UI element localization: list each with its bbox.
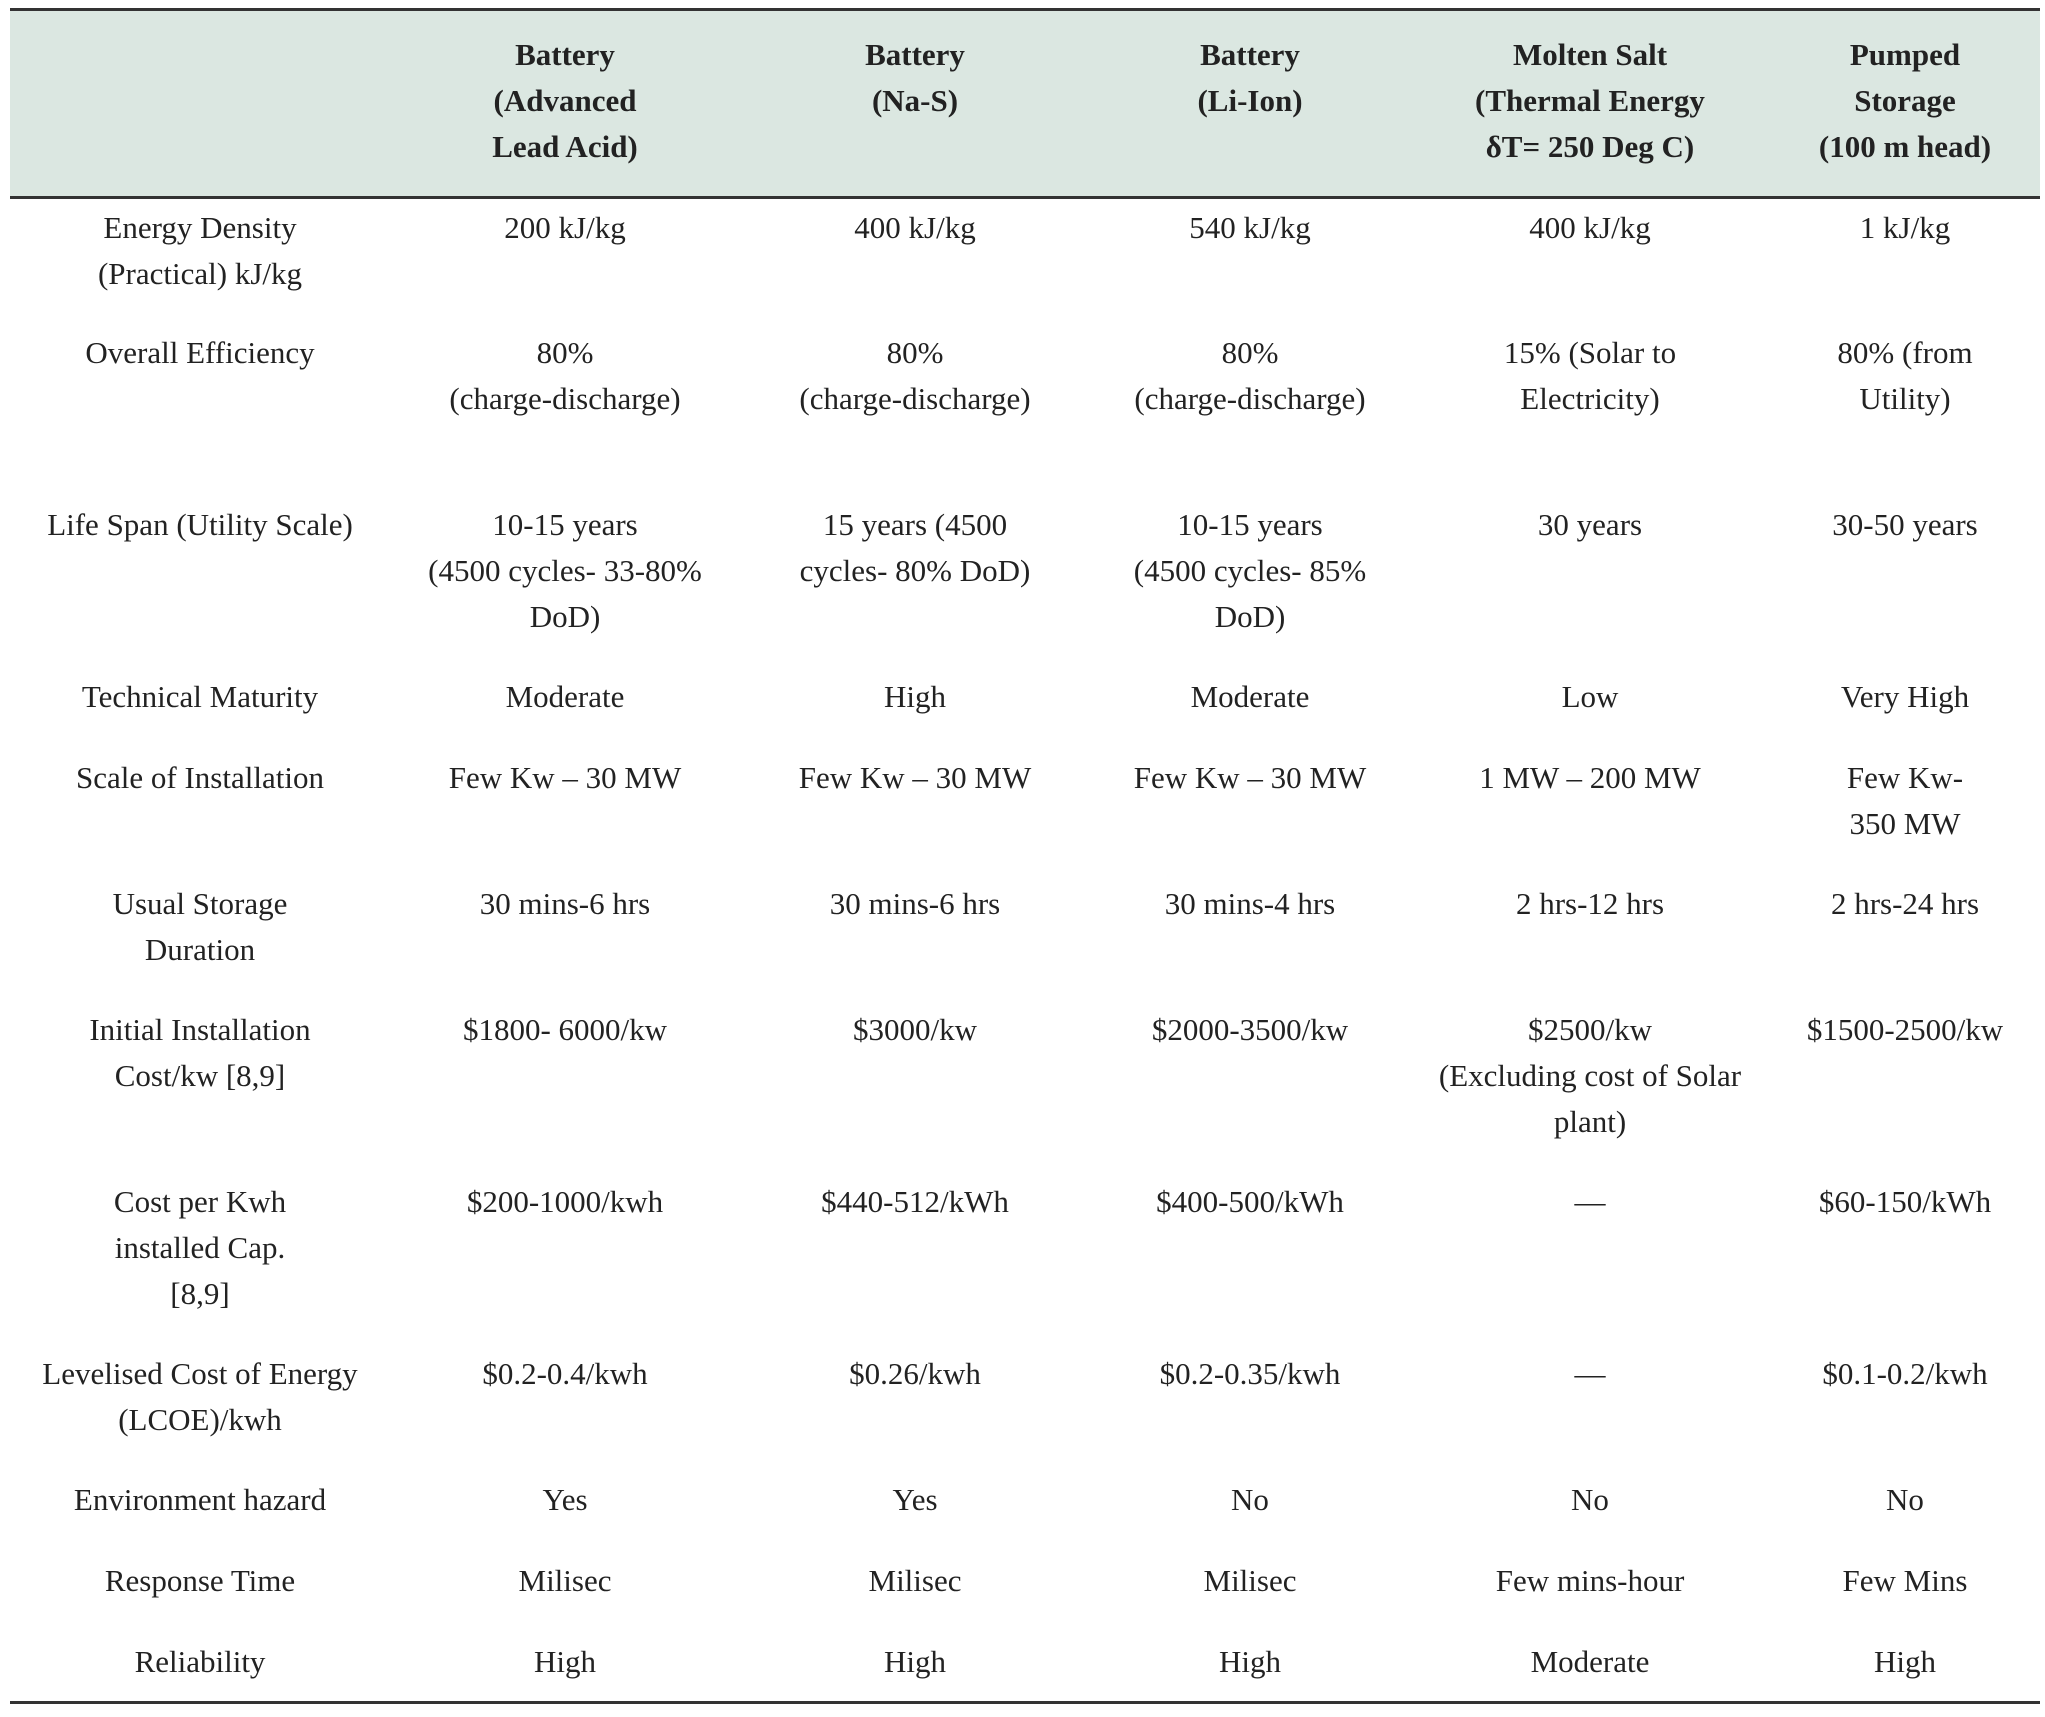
table-cell: Yes <box>542 1481 588 1517</box>
table-cell: Moderate <box>1190 678 1310 714</box>
row-label-cell: Environment hazard <box>73 1481 327 1517</box>
table-cell: Moderate <box>1410 1633 1770 1703</box>
row-label-cell: Life Span (Utility Scale) <box>47 506 353 542</box>
row-label-cell: Usual Storage Duration <box>112 885 288 967</box>
table-cell: Milisec <box>868 1562 962 1598</box>
table-row <box>10 324 2040 496</box>
table-cell: Few mins-hour <box>1495 1562 1685 1598</box>
header-cell-li-ion: Battery (Li-Ion) <box>1090 10 1410 198</box>
table-cell: 2 hrs-12 hrs <box>1515 885 1665 921</box>
table-cell: Few Kw – 30 MW <box>1133 759 1367 795</box>
table-cell: Yes <box>892 1481 938 1517</box>
table-header <box>10 10 2040 198</box>
table-cell: 30-50 years <box>1832 506 1978 542</box>
table-cell: 1 MW – 200 MW <box>1479 759 1701 795</box>
table-cell: $200-1000/kwh <box>466 1183 664 1219</box>
header-cell-na-s: Battery (Na-S) <box>740 10 1090 198</box>
table-cell: High <box>1770 1633 2040 1703</box>
comparison-table-container <box>10 8 2040 1704</box>
header-cell-molten-salt: Molten Salt (Thermal Energy δT= 250 Deg C) <box>1410 10 1770 198</box>
table-cell: 30 mins-4 hrs <box>1164 885 1336 921</box>
table-row <box>10 875 2040 1001</box>
table-row <box>10 496 2040 668</box>
table-cell: 30 mins-6 hrs <box>829 885 1001 921</box>
table-cell: — <box>1574 1183 1606 1219</box>
row-label-cell: Energy Density (Practical) kJ/kg <box>97 210 302 291</box>
row-label-cell: Scale of Installation <box>76 759 324 795</box>
table-cell: 80% (charge-discharge) <box>449 334 681 416</box>
header-cell-pumped-storage: Pumped Storage (100 m head) <box>1770 10 2040 198</box>
header-row <box>10 10 2040 198</box>
table-cell: $400-500/kWh <box>1156 1183 1344 1219</box>
row-label-cell: Overall Efficiency <box>85 334 315 370</box>
table-cell: $440-512/kWh <box>821 1183 1009 1219</box>
row-label-cell: Cost per Kwh installed Cap. [8,9] <box>113 1183 287 1311</box>
table-cell: High <box>740 1633 1090 1703</box>
table-row <box>10 668 2040 749</box>
table-cell: 30 mins-6 hrs <box>479 885 651 921</box>
table-cell: Few Kw – 30 MW <box>448 759 682 795</box>
table-cell: No <box>1886 1481 1924 1517</box>
row-label-cell: Technical Maturity <box>81 678 319 714</box>
table-cell: 10-15 years (4500 cycles- 85% DoD) <box>1133 506 1367 634</box>
row-label-cell: Response Time <box>104 1562 296 1598</box>
table-cell: Milisec <box>1203 1562 1297 1598</box>
table-cell: Few Kw- 350 MW <box>1846 759 1964 841</box>
table-cell: Few Mins <box>1842 1562 1968 1598</box>
table-cell: 400 kJ/kg <box>854 210 976 245</box>
table-cell: $1500-2500/kw <box>1806 1011 2004 1047</box>
table-cell: 2 hrs-24 hrs <box>1830 885 1980 921</box>
table-cell: — <box>1574 1355 1606 1391</box>
table-cell: 80% (from Utility) <box>1837 334 1973 416</box>
table-cell: 1 kJ/kg <box>1859 210 1951 245</box>
energy-storage-comparison-table <box>10 8 2040 1704</box>
table-cell: 80% (charge-discharge) <box>799 334 1031 416</box>
table-cell: 30 years <box>1537 506 1643 542</box>
table-cell: $0.2-0.4/kwh <box>482 1355 648 1391</box>
table-cell: $2500/kw (Excluding cost of Solar plant) <box>1438 1011 1742 1139</box>
row-label-cell: Levelised Cost of Energy (LCOE)/kwh <box>42 1355 358 1437</box>
table-row <box>10 1001 2040 1173</box>
table-cell: $0.1-0.2/kwh <box>1822 1355 1988 1391</box>
table-row <box>10 749 2040 875</box>
table-cell: 200 kJ/kg <box>504 210 626 245</box>
table-cell: $0.2-0.35/kwh <box>1159 1355 1341 1391</box>
table-cell: 540 kJ/kg <box>1189 210 1311 245</box>
table-cell: 80% (charge-discharge) <box>1134 334 1366 416</box>
table-cell: $2000-3500/kw <box>1151 1011 1349 1047</box>
table-cell: $60-150/kWh <box>1818 1183 1992 1219</box>
table-cell: Few Kw – 30 MW <box>798 759 1032 795</box>
table-row <box>10 1173 2040 1345</box>
table-cell: 15 years (4500 cycles- 80% DoD) <box>799 506 1031 588</box>
table-cell: 10-15 years (4500 cycles- 33-80% DoD) <box>428 506 702 634</box>
table-cell: No <box>1571 1481 1609 1517</box>
table-cell: $0.26/kwh <box>849 1355 981 1391</box>
table-cell: $1800- 6000/kw <box>462 1011 668 1047</box>
table-cell: 15% (Solar to Electricity) <box>1503 334 1677 416</box>
table-row <box>10 1345 2040 1471</box>
table-cell: $3000/kw <box>853 1011 977 1047</box>
table-row <box>10 198 2040 324</box>
table-cell: High <box>884 678 946 714</box>
table-row <box>10 1471 2040 1552</box>
table-cell: No <box>1231 1481 1269 1517</box>
table-cell: High <box>1090 1633 1410 1703</box>
header-cell-lead-acid: Battery (Advanced Lead Acid) <box>390 10 740 198</box>
table-row <box>10 1552 2040 1633</box>
table-cell: Milisec <box>518 1562 612 1598</box>
row-label-cell: Reliability <box>10 1633 390 1703</box>
table-body <box>10 198 2040 1703</box>
table-cell: 400 kJ/kg <box>1529 210 1651 245</box>
table-cell: Very High <box>1840 678 1970 714</box>
table-cell: Low <box>1561 678 1619 714</box>
header-cell-blank <box>10 10 390 198</box>
table-cell: High <box>390 1633 740 1703</box>
table-cell: Moderate <box>505 678 625 714</box>
row-label-cell: Initial Installation Cost/kw [8,9] <box>89 1011 311 1093</box>
table-row <box>10 1633 2040 1703</box>
